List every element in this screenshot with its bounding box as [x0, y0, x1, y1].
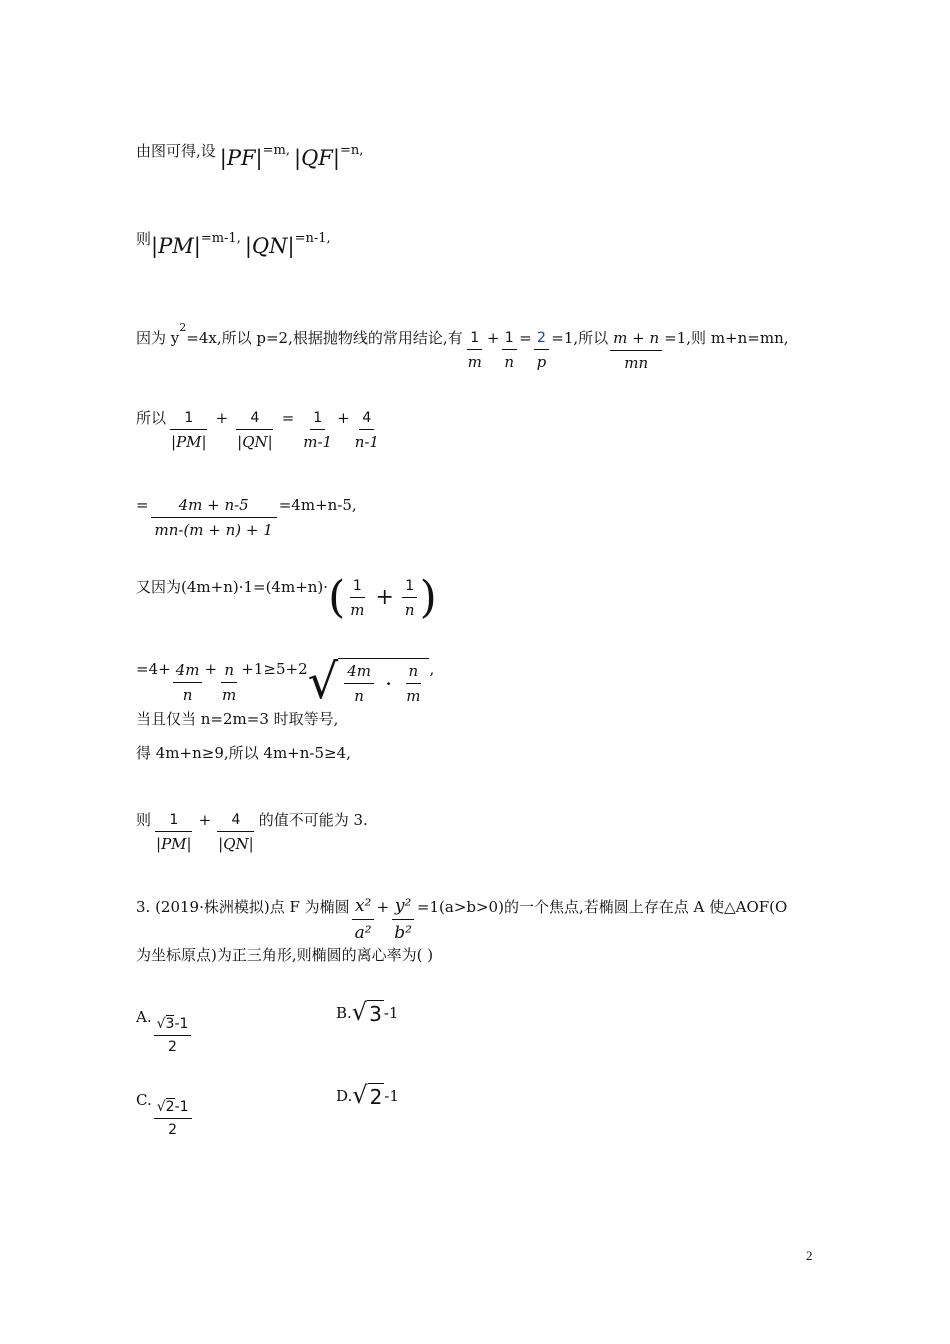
line-9: 得 4m+n≥9,所以 4m+n-5≥4, — [136, 744, 351, 762]
text: =n-1, — [294, 230, 331, 246]
numerator: 4 — [359, 410, 374, 430]
line-5 — [136, 470, 357, 539]
fraction — [465, 330, 485, 371]
denominator: |QN| — [237, 433, 273, 451]
denominator: mn-(m + n) + 1 — [154, 521, 273, 539]
line-3 — [136, 303, 789, 372]
numerator: 1 — [155, 812, 192, 832]
right-paren: ) — [419, 572, 437, 623]
line-2 — [136, 226, 331, 258]
numerator: 2 — [534, 330, 549, 350]
text: 的值不可能为 3. — [258, 811, 368, 829]
text: = — [281, 408, 295, 427]
denominator: n — [182, 685, 193, 704]
denominator: n — [354, 687, 364, 705]
option-a — [136, 992, 193, 1055]
denominator: |PM| — [156, 835, 192, 853]
radicand: 3 — [165, 1016, 175, 1032]
option-c — [136, 1075, 194, 1138]
denominator: m — [467, 353, 482, 371]
radicand: 2 — [369, 1085, 383, 1109]
numerator: 4m — [344, 662, 374, 684]
text: + — [486, 328, 500, 347]
option-b — [336, 1000, 398, 1026]
text: 又因为(4m+n)·1=(4m+n)· — [136, 577, 329, 596]
denominator: n-1 — [354, 433, 379, 451]
text: = — [136, 495, 149, 514]
fraction — [352, 896, 375, 943]
fraction — [534, 330, 550, 371]
denominator: p — [536, 353, 547, 371]
numerator: m + n — [610, 329, 662, 351]
denominator: mn — [624, 354, 649, 372]
question-3-line-1 — [136, 870, 787, 943]
abs-qf: |QF| — [294, 146, 340, 170]
text: + — [337, 408, 350, 427]
dot-operator: · — [386, 674, 392, 693]
denominator: |PM| — [171, 433, 207, 451]
denominator: m — [350, 600, 365, 619]
text: + — [215, 408, 229, 427]
numerator: y² — [392, 896, 414, 920]
text: -1 — [174, 1016, 189, 1032]
denominator: a² — [354, 923, 372, 943]
abs-pm: |PM| — [151, 234, 201, 258]
page-number: 2 — [806, 1248, 813, 1263]
denominator: m — [406, 687, 421, 705]
option-label: B. — [336, 1004, 352, 1022]
text: =1,所以 — [551, 329, 609, 347]
superscript: 2 — [179, 321, 187, 334]
square-root — [352, 1083, 384, 1109]
text: -1 — [174, 1099, 189, 1115]
text: =1,则 m+n=mn, — [664, 329, 789, 347]
radicand: 2 — [165, 1099, 175, 1115]
text: =n, — [339, 142, 364, 158]
line-8: 当且仅当 n=2m=3 时取等号, — [136, 710, 339, 728]
left-paren: ( — [328, 572, 346, 623]
radical-sign-icon: √ — [156, 1099, 166, 1115]
text: + — [198, 810, 212, 829]
fraction — [151, 496, 277, 539]
fraction — [501, 330, 517, 371]
numerator: 4m — [173, 661, 203, 683]
radical-sign-icon: √ — [351, 998, 368, 1026]
fraction — [352, 410, 382, 451]
fraction — [234, 410, 276, 451]
fraction — [347, 578, 367, 619]
denominator: b² — [394, 923, 412, 943]
numerator: 1 — [502, 330, 517, 350]
fraction — [173, 661, 203, 704]
line-10 — [136, 786, 368, 853]
fraction — [154, 1016, 192, 1055]
fraction — [215, 812, 257, 853]
fraction — [344, 662, 374, 705]
denominator: m — [222, 685, 237, 704]
option-label: C. — [136, 1090, 152, 1109]
numerator: 4 — [217, 812, 254, 832]
text: =1(a>b>0)的一个焦点,若椭圆上存在点 A 使△AOF(O — [416, 898, 788, 916]
denominator: n — [404, 600, 415, 619]
text: 所以 — [136, 409, 167, 427]
numerator: 1 — [310, 410, 325, 430]
text: = — [519, 328, 532, 347]
text: 因为 y — [136, 329, 180, 347]
denominator: 2 — [168, 1039, 177, 1055]
text: + — [375, 584, 394, 610]
option-label: A. — [136, 1007, 152, 1026]
abs-pf: |PF| — [219, 146, 263, 170]
numerator: 1 — [350, 578, 365, 598]
text: 则 — [136, 811, 152, 829]
numerator: 4m + n-5 — [151, 496, 277, 518]
denominator: |QN| — [218, 835, 254, 853]
text: 则 — [136, 229, 152, 248]
text: -1 — [383, 1004, 399, 1022]
option-label: D. — [336, 1087, 353, 1105]
text: 3. (2019·株洲模拟)点 F 为椭圆 — [136, 898, 350, 916]
denominator: n — [504, 353, 515, 371]
fraction — [153, 812, 195, 853]
text: 由图可得,设 — [136, 141, 216, 160]
option-d — [336, 1083, 399, 1109]
abs-qn: |QN| — [244, 234, 295, 258]
radical-sign-icon: √ — [156, 1016, 166, 1032]
line-7 — [136, 632, 435, 710]
numerator: 4 — [236, 410, 273, 430]
text: , — [429, 660, 435, 678]
radicand — [338, 658, 429, 706]
numerator: 1 — [402, 578, 417, 598]
numerator: x² — [352, 896, 374, 920]
line-4 — [136, 384, 384, 451]
fraction — [391, 896, 415, 943]
text: + — [376, 897, 390, 916]
numerator: n — [406, 662, 422, 684]
fraction — [219, 661, 239, 704]
text: +1≥5+2 — [241, 660, 308, 678]
text: =m, — [262, 142, 290, 158]
line-1 — [136, 138, 364, 170]
denominator: 2 — [168, 1122, 178, 1138]
text: =4+ — [136, 660, 171, 678]
square-root — [307, 654, 430, 710]
text: =m-1, — [200, 230, 241, 246]
square-root — [352, 1000, 384, 1026]
fraction — [300, 410, 335, 451]
radical-sign-icon: √ — [352, 1081, 368, 1109]
fraction — [610, 329, 662, 372]
text: + — [204, 660, 218, 678]
text: =4m+n-5, — [278, 495, 357, 514]
question-3-line-2: 为坐标原点)为正三角形,则椭圆的离心率为( ) — [136, 946, 434, 964]
fraction — [154, 1099, 192, 1138]
fraction — [403, 662, 423, 705]
text: =4x,所以 p=2,根据抛物线的常用结论,有 — [186, 329, 463, 347]
text: -1 — [384, 1087, 399, 1105]
fraction — [402, 578, 418, 619]
numerator — [154, 1099, 192, 1119]
line-6 — [136, 552, 437, 623]
numerator — [154, 1016, 192, 1036]
numerator: n — [221, 661, 237, 683]
numerator: 1 — [467, 330, 482, 350]
denominator: m-1 — [303, 433, 333, 451]
radicand: 3 — [369, 1002, 382, 1026]
fraction — [168, 410, 210, 451]
radical-sign-icon: √ — [307, 654, 339, 710]
numerator: 1 — [170, 410, 207, 430]
